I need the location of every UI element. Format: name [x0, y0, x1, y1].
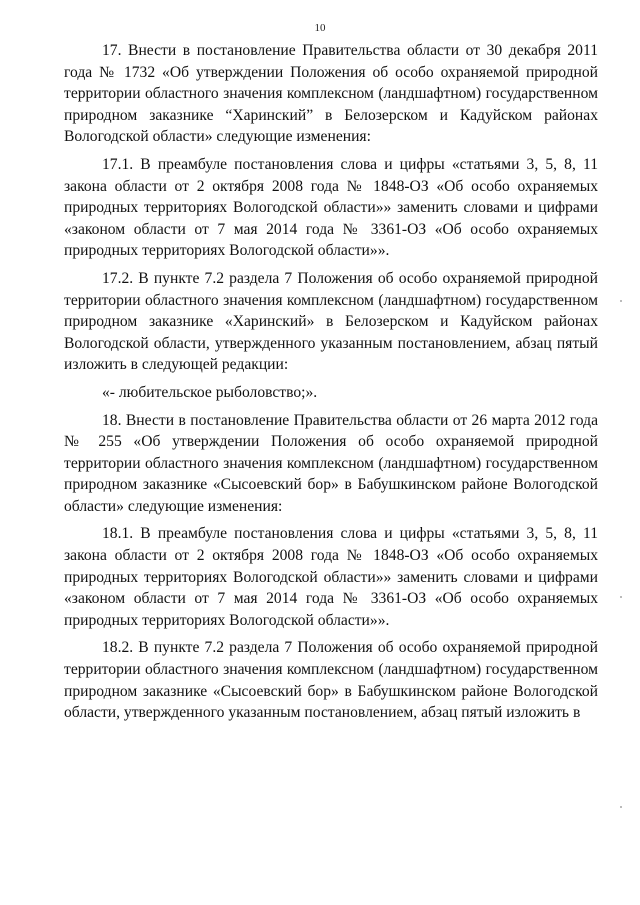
- scan-mark: [620, 596, 622, 598]
- paragraph-17: 17. Внести в постановление Правительства области от 30 декабря 2011 года № 1732 «Об утверждении Положения об особо охраняемой природной территории областного значения комплексном (ландшафтном) государственном природном заказнике “Харинский” в Белозерском и Кадуйском районах Вологодской области» следующие изменения:: [64, 42, 598, 146]
- paragraph-18-2: 18.2. В пункте 7.2 раздела 7 Положения об особо охраняемой природной территории областного значения комплексном (ландшафтном) государственном природном заказнике «Сысоевский бор» в Бабушкинском районе Вологодской области, утвержденного указанным постановлением, абзац пятый изложить в: [64, 639, 598, 722]
- paragraph-18: 18. Внести в постановление Правительства области от 26 марта 2012 года № 255 «Об утверждении Положения об особо охраняемой природной территории областного значения комплексном (ландшафтном) государственном природном заказнике «Сысоевский бор» в Бабушкинском районе Вологодской области» следующие изменения:: [64, 411, 598, 515]
- paragraph-17-2: 17.2. В пункте 7.2 раздела 7 Положения об особо охраняемой природной территории областного значения комплексном (ландшафтном) государственном природном заказнике «Харинский» в Белозерском и Кадуйском районах Вологодской области, утвержденного указанным постановлением, абзац пятый изложить в следующей редакции:: [64, 269, 598, 374]
- document-body: [64, 40, 598, 730]
- page-number: 10: [314, 22, 326, 34]
- paragraph-18-1: 18.1. В преамбуле постановления слова и цифры «статьями 3, 5, 8, 11 закона области от 2 октября 2008 года № 1848-ОЗ «Об особо охраняемых природных территориях Вологодской области»» заменить словами и цифрами «законом области от 7 мая 2014 года № 3361-ОЗ «Об особо охраняемых природных территориях Вологодской области»».: [64, 525, 598, 629]
- paragraph-quote: «- любительское рыболовство;».: [102, 383, 318, 401]
- scan-mark: [620, 806, 622, 808]
- paragraph-17-1: 17.1. В преамбуле постановления слова и цифры «статьями 3, 5, 8, 11 закона области от 2 октября 2008 года № 1848-ОЗ «Об особо охраняемых природных территориях Вологодской области»» заменить словами и цифрами «законом области от 7 мая 2014 года № 3361-ОЗ «Об особо охраняемых природных территориях Вологодской области»».: [64, 155, 598, 260]
- scan-mark: [620, 300, 622, 302]
